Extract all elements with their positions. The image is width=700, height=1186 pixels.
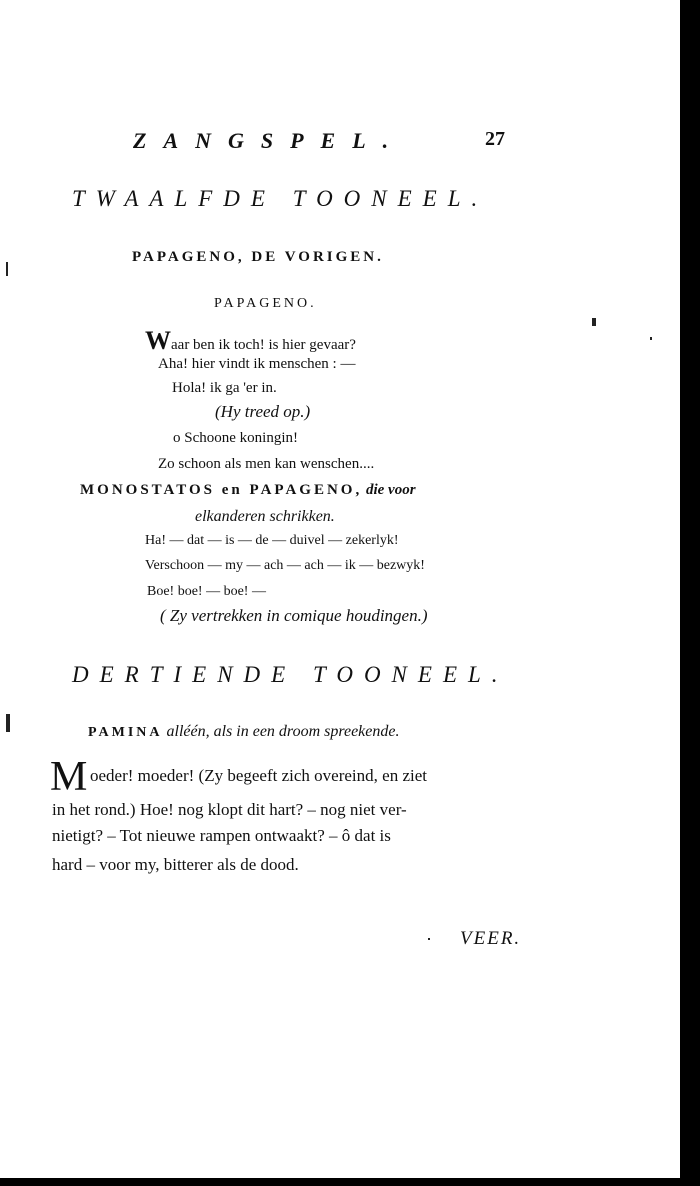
scene-title-twaalfde: TWAALFDE TOONEEL.: [72, 186, 489, 211]
prose-line: nietigt? – Tot nieuwe rampen ontwaakt? – ô dat is: [52, 826, 391, 845]
dialogue-line: Boe! boe! — boe! —: [147, 584, 266, 599]
scene-characters: PAPAGENO, DE VORIGEN.: [132, 249, 384, 265]
stage-direction-heading: [80, 482, 416, 499]
verse-line: Zo schoon als men kan wenschen....: [158, 456, 375, 472]
scene-characters: [88, 723, 399, 741]
verse-line: Hola! ik ga 'er in.: [172, 380, 277, 396]
verse-line: Aha! hier vindt ik menschen : —: [158, 356, 356, 372]
paper-speck: [592, 318, 596, 326]
catchword: VEER.: [460, 928, 522, 949]
verse-line-text: aar ben ik toch! is hier gevaar?: [171, 337, 356, 353]
speaker-name: PAPAGENO.: [214, 296, 317, 311]
stage-direction: (Hy treed op.): [215, 402, 311, 421]
prose-line: hard – voor my, bitterer als de dood.: [52, 855, 299, 874]
paper-speck: [6, 714, 10, 732]
scene-title-dertiende: DERTIENDE TOONEEL.: [72, 662, 509, 687]
scan-border-right: [680, 0, 700, 1186]
stage-direction-text: die voor: [365, 482, 416, 498]
running-head: ZANGSPEL.: [133, 128, 406, 153]
initial-letter: M: [50, 754, 88, 800]
dialogue-line: Verschoon — my — ach — ach — ik — bezwyk!: [145, 558, 425, 573]
stage-direction: ( Zy vertrekken in comique houdingen.): [160, 606, 428, 625]
verse-line: [145, 326, 356, 356]
page-number: 27: [485, 128, 505, 150]
stage-direction-text: alléén, als in een droom spreekende.: [166, 723, 400, 740]
verse-line: o Schoone koningin!: [173, 430, 298, 446]
dialogue-line: Ha! — dat — is — de — duivel — zekerlyk!: [145, 533, 399, 548]
scan-border-bottom: [0, 1178, 700, 1186]
paper-speck: [6, 262, 8, 276]
stage-direction-continuation: elkanderen schrikken.: [195, 508, 335, 525]
paper-speck: [428, 938, 430, 940]
initial-letter: W: [145, 326, 171, 355]
prose-line: oeder! moeder! (Zy begeeft zich overeind, en ziet: [90, 766, 427, 785]
character-names: MONOSTATOS en PAPAGENO,: [80, 482, 363, 498]
character-name: PAMINA: [88, 725, 163, 740]
prose-line: in het rond.) Hoe! nog klopt dit hart? – nog niet ver-: [52, 800, 407, 819]
paper-speck: [650, 337, 652, 340]
